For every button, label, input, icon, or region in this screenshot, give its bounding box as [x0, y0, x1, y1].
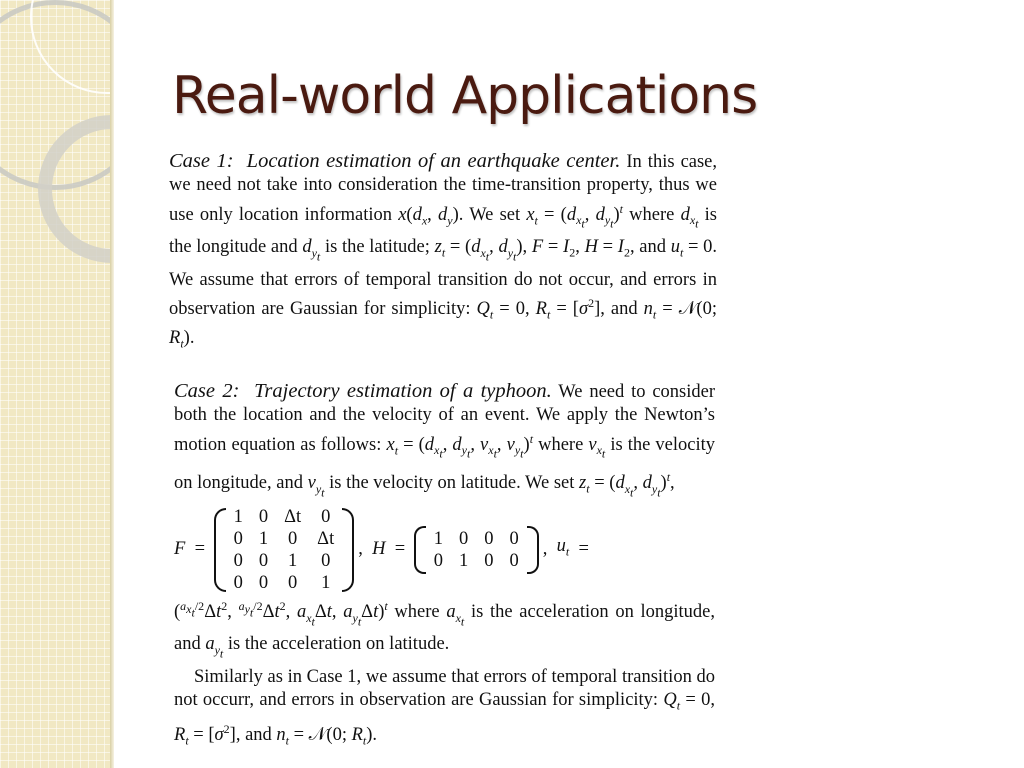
case-1-text: Case 1: Location estimation of an earthquake center. In this case, we need not take into consideration the time-transition property, thus we use only location information $x(d_x$, $d_y$). We set $x_t = (d_{x_t}$, $d_{y_t})^t$ where $d_{x_t}$ is the longitude and $d_{y_t}$ is the latitude; $z_t = (d_{x_t}$, $d_{y_t}$), $F = I_2$, $H = I_2$, and $u_t = 0$. We assume that errors of temporal transition do not occur, and errors in observation are Gaussian for simplicity: $Q_t = 0$, $R_t = [\sigma^2]$, and $n_t$ = 𝒩(0; $R_t$). [169, 150, 718, 351]
matrix-cell: 0 [484, 528, 494, 549]
matrix-equation: F = 1 0 Δt 0 0 1 0 Δt 0 0 1 0 0 0 0 1 , H = 1 0 0 0 0 1 0 0 , $u_t$ = [174, 506, 589, 593]
matrix-cell: 0 [258, 506, 269, 527]
matrix-cell: 0 [258, 550, 269, 571]
matrix-cell: 0 [484, 550, 494, 571]
matrix-cell: 1 [233, 506, 243, 527]
matrix-cell: 0 [288, 528, 298, 549]
matrix-cell: Δt [284, 506, 302, 527]
matrix-cell: 1 [321, 572, 331, 593]
matrix-cell: 0 [433, 550, 444, 571]
matrix-cell: 0 [459, 528, 469, 549]
matrix-H [414, 526, 539, 574]
matrix-cell: 1 [433, 528, 444, 549]
matrix-cell: 0 [321, 550, 331, 571]
case-1-label: Case 1: Location estimation of an earthquake center. [169, 150, 621, 172]
matrix-cell: 0 [509, 550, 519, 571]
matrix-cell: 1 [459, 550, 469, 571]
matrix-cell: 0 [321, 506, 331, 527]
matrix-cell: 1 [258, 528, 269, 549]
matrix-cell: 0 [258, 572, 269, 593]
slide-title: Real-world Applications [172, 66, 758, 126]
matrix-cell: Δt [317, 528, 335, 549]
matrix-cell: 0 [233, 550, 243, 571]
matrix-F [214, 506, 355, 594]
sidebar-edge [110, 0, 114, 768]
case-2-text: Case 2: Trajectory estimation of a typhoon. We need to consider both the location and the velocity of an event. We apply the Newton’s motion equation as follows: $x_t = (d_{x_t}$, $d_{y_t}$, $v_{x_t}$, $v_{y_t})^t$ where $v_{x_t}$ is the velocity on longitude, and $v_{y_t}$ is the velocity on latitude. We set $z_t = (d_{x_t}$, $d_{y_t})^t$, F = 1 0 Δt 0 0 1 0 Δt 0 0 1 0 0 0 0 1 , H = 1 0 0 0 0 1 0 0 , $u_t$ = ($^{a_{x_t}/2}\Delta t^2$, $^{a_{y_t}/2}\Delta t^2$, $a_{x_t}\Delta t$, $a_{y_t}\Delta t)^t$ where $a_{x_t}$ is the acceleration on longitude, and $a_{y_t}$ is the acceleration on latitude. Similarly as in Case 1, we assume that errors of temporal transition do not occurr, and errors in observation are Gaussian for simplicity: $Q_t = 0$, $R_t = [\sigma^2]$, and $n_t$ = 𝒩(0; $R_t$). [174, 380, 716, 748]
matrix-cell: 0 [509, 528, 519, 549]
case-2-label: Case 2: Trajectory estimation of a typhoon. [174, 380, 552, 402]
matrix-cell: 0 [288, 572, 298, 593]
matrix-cell: 1 [288, 550, 298, 571]
matrix-cell: 0 [233, 572, 243, 593]
decorative-sidebar [0, 0, 112, 768]
matrix-cell: 0 [233, 528, 243, 549]
